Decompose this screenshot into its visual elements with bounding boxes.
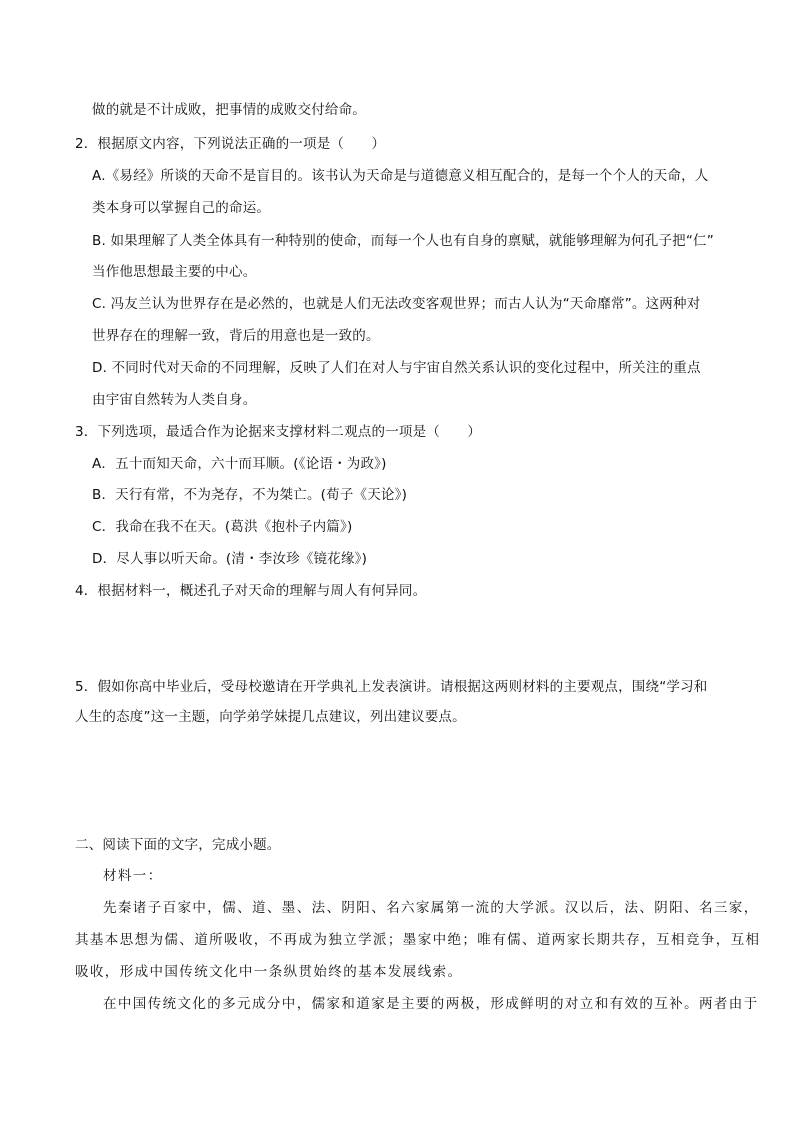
question-4: 4．根据材料一，概述孔子对天命的理解与周人有何异同。 (75, 583, 427, 599)
option-3a: A．五十而知天命，六十而耳顺。(《论语・为政》) (92, 456, 387, 472)
text-line: 做的就是不计成败，把事情的成败交付给命。 (92, 102, 366, 118)
option-2b-cont: 当作他思想最主要的中心。 (92, 264, 257, 280)
option-3c: C．我命在我不在天。(葛洪《抱朴子内篇》) (92, 519, 353, 535)
option-3b: B．天行有常，不为尧存，不为桀亡。(荀子《天论》) (92, 487, 408, 503)
question-5-cont: 人生的态度”这一主题，向学弟学妹提几点建议，列出建议要点。 (75, 709, 466, 725)
paragraph-2-line-1: 在中国传统文化的多元成分中，儒家和道家是主要的两极，形成鲜明的对立和有效的互补。两者由于 (103, 996, 759, 1012)
option-2b: B. 如果理解了人类全体具有一种特别的使命，而每一个人也有自身的禀赋，就能够理解为何孔子把“仁” (92, 233, 714, 249)
option-3d: D．尽人事以听天命。(清・李汝珍《镜花缘》) (92, 551, 368, 567)
material-1-label: 材料一： (103, 868, 163, 884)
paragraph-1-line-3: 吸收，形成中国传统文化中一条纵贯始终的基本发展线索。 (75, 964, 463, 980)
paragraph-1-line-1: 先秦诸子百家中，儒、道、墨、法、阴阳、名六家属第一流的大学派。汉以后，法、阴阳、名三家， (103, 900, 759, 916)
option-2c-cont: 世界存在的理解一致，背后的用意也是一致的。 (92, 328, 380, 344)
option-2d: D. 不同时代对天命的不同理解，反映了人们在对人与宇宙自然关系认识的变化过程中，所关注的重点 (92, 360, 701, 376)
option-2a-cont: 类本身可以掌握自己的命运。 (92, 200, 271, 216)
question-2: 2．根据原文内容，下列说法正确的一项是（ ） (75, 136, 386, 152)
section-2-heading: 二、阅读下面的文字，完成小题。 (75, 837, 281, 853)
paragraph-1-line-2: 其基本思想为儒、道所吸收，不再成为独立学派；墨家中绝；唯有儒、道两家长期共存，互相竞争，互相 (75, 932, 761, 948)
option-2c: C. 冯友兰认为世界存在是必然的，也就是人们无法改变客观世界；而古人认为“天命靡常”。这两种对 (92, 296, 701, 312)
question-5: 5．假如你高中毕业后，受母校邀请在开学典礼上发表演讲。请根据这两则材料的主要观点，围绕“学习和 (75, 679, 708, 695)
option-2d-cont: 由宇宙自然转为人类自身。 (92, 392, 257, 408)
option-2a: A.《易经》所谈的天命不是盲目的。该书认为天命是与道德意义相互配合的，是每一个个人的天命，人 (92, 168, 709, 184)
question-3: 3．下列选项，最适合作为论据来支撑材料二观点的一项是（ ） (75, 424, 482, 440)
